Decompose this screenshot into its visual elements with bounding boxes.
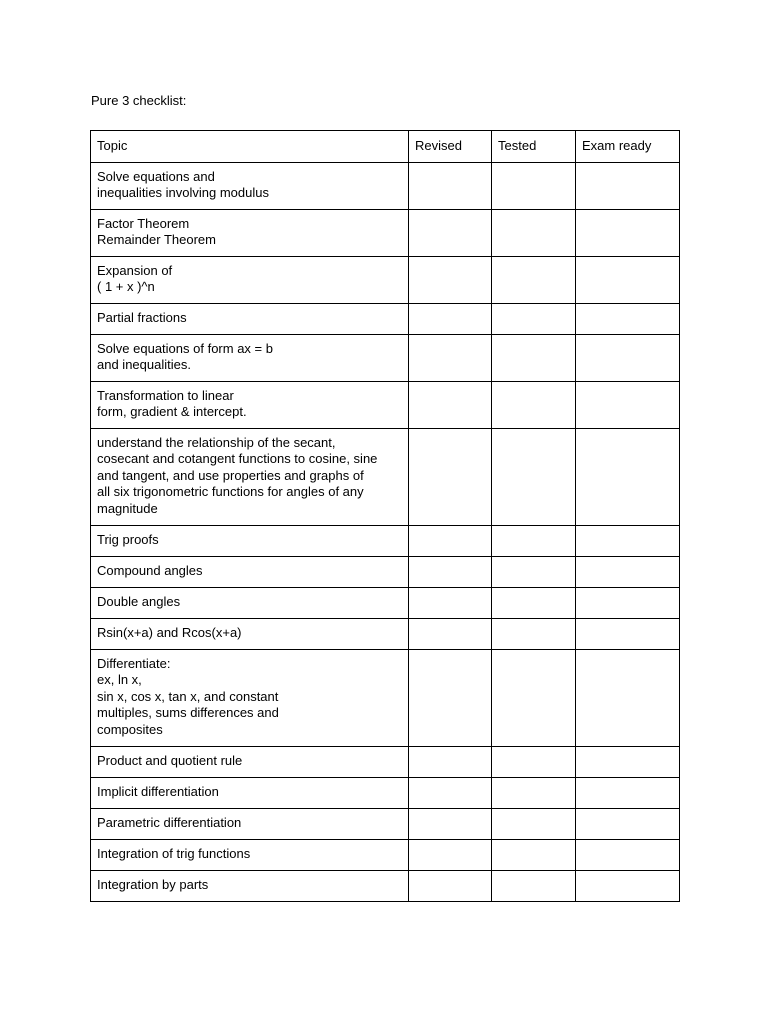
table-row — [91, 209, 680, 256]
table-row — [91, 303, 680, 334]
tested-cell[interactable] — [492, 649, 576, 746]
topic-cell: Partial fractions — [91, 303, 409, 334]
topic-cell: Parametric differentiation — [91, 808, 409, 839]
exam-ready-cell[interactable] — [576, 746, 680, 777]
checklist-table — [90, 130, 680, 902]
topic-cell: Differentiate: ex, ln x, sin x, cos x, tan x, and constant multiples, sums differences and composites — [91, 649, 409, 746]
exam-ready-cell[interactable] — [576, 870, 680, 901]
revised-cell[interactable] — [409, 303, 492, 334]
table-row — [91, 808, 680, 839]
table-row — [91, 256, 680, 303]
table-row — [91, 556, 680, 587]
exam-ready-cell[interactable] — [576, 649, 680, 746]
exam-ready-cell[interactable] — [576, 162, 680, 209]
tested-cell[interactable] — [492, 303, 576, 334]
exam-ready-cell[interactable] — [576, 303, 680, 334]
table-row — [91, 618, 680, 649]
topic-cell: understand the relationship of the secant, cosecant and cotangent functions to cosine, sine and tangent, and use properties and graphs of all six trigonometric functions for angles of any magnitude — [91, 428, 409, 525]
topic-cell: Integration of trig functions — [91, 839, 409, 870]
exam-ready-cell[interactable] — [576, 256, 680, 303]
topic-cell: Rsin(x+a) and Rcos(x+a) — [91, 618, 409, 649]
tested-cell[interactable] — [492, 870, 576, 901]
tested-cell[interactable] — [492, 162, 576, 209]
table-row — [91, 381, 680, 428]
table-header-row — [91, 131, 680, 163]
revised-cell[interactable] — [409, 870, 492, 901]
table-row — [91, 428, 680, 525]
tested-cell[interactable] — [492, 428, 576, 525]
tested-cell[interactable] — [492, 381, 576, 428]
tested-cell[interactable] — [492, 525, 576, 556]
exam-ready-cell[interactable] — [576, 587, 680, 618]
revised-cell[interactable] — [409, 746, 492, 777]
page-title: Pure 3 checklist: — [91, 93, 187, 108]
table-row — [91, 334, 680, 381]
topic-cell: Expansion of ( 1 + x )^n — [91, 256, 409, 303]
revised-cell[interactable] — [409, 209, 492, 256]
tested-cell[interactable] — [492, 777, 576, 808]
topic-cell: Integration by parts — [91, 870, 409, 901]
revised-cell[interactable] — [409, 428, 492, 525]
tested-cell[interactable] — [492, 808, 576, 839]
revised-cell[interactable] — [409, 381, 492, 428]
topic-cell: Product and quotient rule — [91, 746, 409, 777]
topic-cell: Transformation to linear form, gradient & intercept. — [91, 381, 409, 428]
exam-ready-cell[interactable] — [576, 209, 680, 256]
tested-cell[interactable] — [492, 256, 576, 303]
table-row — [91, 870, 680, 901]
topic-cell: Compound angles — [91, 556, 409, 587]
exam-ready-cell[interactable] — [576, 777, 680, 808]
revised-cell[interactable] — [409, 649, 492, 746]
exam-ready-cell[interactable] — [576, 428, 680, 525]
header-tested: Tested — [492, 131, 576, 163]
exam-ready-cell[interactable] — [576, 381, 680, 428]
revised-cell[interactable] — [409, 256, 492, 303]
revised-cell[interactable] — [409, 808, 492, 839]
tested-cell[interactable] — [492, 839, 576, 870]
table-row — [91, 649, 680, 746]
revised-cell[interactable] — [409, 777, 492, 808]
exam-ready-cell[interactable] — [576, 556, 680, 587]
revised-cell[interactable] — [409, 839, 492, 870]
exam-ready-cell[interactable] — [576, 808, 680, 839]
revised-cell[interactable] — [409, 334, 492, 381]
topic-cell: Double angles — [91, 587, 409, 618]
header-exam-ready: Exam ready — [576, 131, 680, 163]
table-row — [91, 162, 680, 209]
exam-ready-cell[interactable] — [576, 525, 680, 556]
revised-cell[interactable] — [409, 618, 492, 649]
topic-cell: Solve equations of form ax = b and inequalities. — [91, 334, 409, 381]
tested-cell[interactable] — [492, 334, 576, 381]
tested-cell[interactable] — [492, 209, 576, 256]
revised-cell[interactable] — [409, 556, 492, 587]
exam-ready-cell[interactable] — [576, 334, 680, 381]
tested-cell[interactable] — [492, 556, 576, 587]
header-revised: Revised — [409, 131, 492, 163]
table-row — [91, 777, 680, 808]
topic-cell: Implicit differentiation — [91, 777, 409, 808]
exam-ready-cell[interactable] — [576, 618, 680, 649]
topic-cell: Solve equations and inequalities involving modulus — [91, 162, 409, 209]
tested-cell[interactable] — [492, 746, 576, 777]
exam-ready-cell[interactable] — [576, 839, 680, 870]
tested-cell[interactable] — [492, 618, 576, 649]
table-row — [91, 525, 680, 556]
revised-cell[interactable] — [409, 525, 492, 556]
topic-cell: Factor Theorem Remainder Theorem — [91, 209, 409, 256]
table-row — [91, 746, 680, 777]
revised-cell[interactable] — [409, 587, 492, 618]
revised-cell[interactable] — [409, 162, 492, 209]
topic-cell: Trig proofs — [91, 525, 409, 556]
table-row — [91, 587, 680, 618]
header-topic: Topic — [91, 131, 409, 163]
table-row — [91, 839, 680, 870]
tested-cell[interactable] — [492, 587, 576, 618]
